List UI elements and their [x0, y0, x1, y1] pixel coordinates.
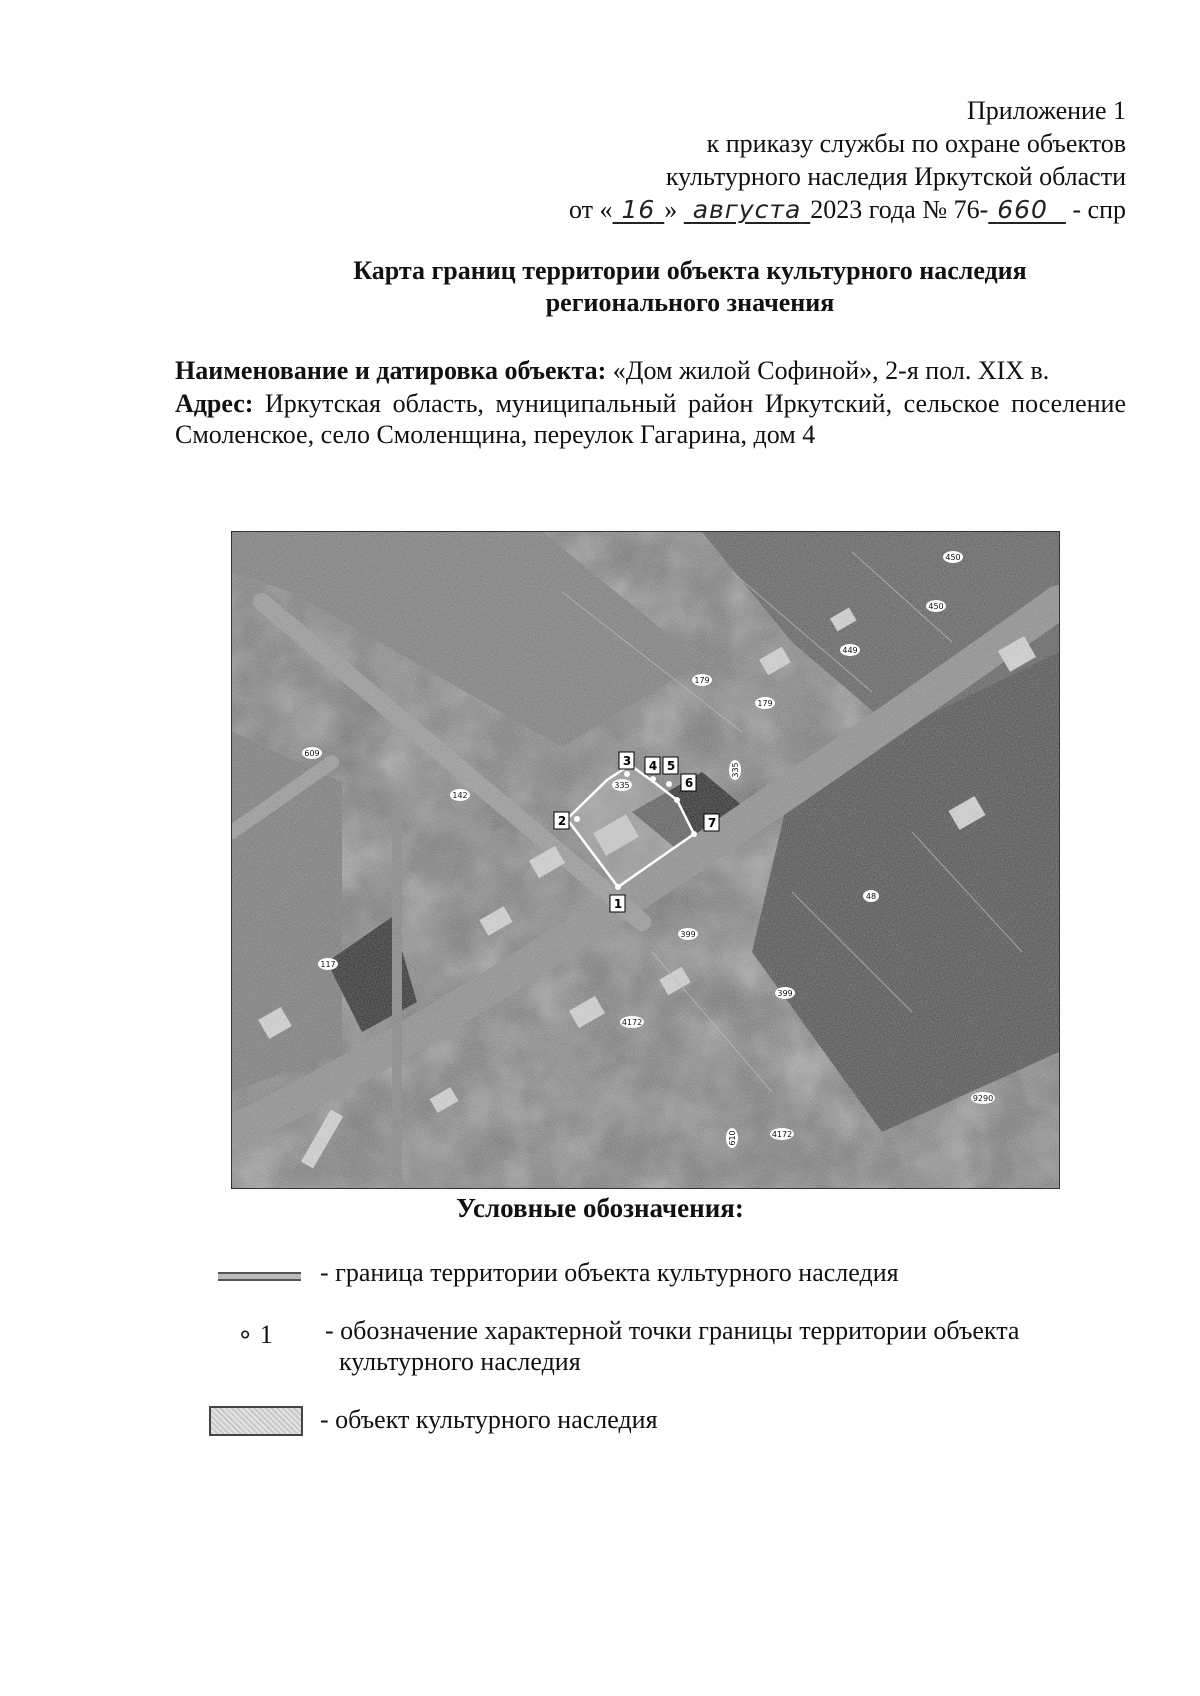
object-name-value: «Дом жилой Софиной», 2-я пол. XIX в.: [612, 356, 1050, 385]
parcel-label: [840, 644, 860, 656]
appendix-number: Приложение 1: [966, 96, 1126, 125]
parcel-label: [770, 1128, 794, 1140]
svg-text:450: 450: [945, 553, 961, 562]
svg-text:117: 117: [320, 960, 336, 969]
svg-text:335: 335: [731, 762, 740, 778]
address-value: Иркутская область, муниципальный район Иркутский, сельское поселение Смоленское, село Смоленщина, переулок Гагарина, дом 4: [175, 389, 1126, 449]
svg-text:4172: 4172: [621, 1018, 643, 1027]
svg-text:399: 399: [680, 930, 696, 939]
parcel-label: [612, 779, 632, 791]
appendix-header: [426, 94, 1126, 226]
svg-text:5: 5: [666, 759, 676, 773]
svg-text:4172: 4172: [771, 1130, 793, 1139]
svg-text:179: 179: [757, 699, 773, 708]
document-title: Карта границ территории объекта культурного наследия регионального значения: [353, 256, 1027, 317]
parcel-label: [318, 958, 338, 970]
legend-title: Условные обозначения:: [456, 1193, 744, 1223]
legend-point-text: - обозначение характерной точки границы территории объекта культурного наследия: [325, 1316, 1020, 1376]
legend-object-swatch: [209, 1406, 303, 1436]
parcel-label: [726, 1128, 738, 1148]
address-label: Адрес:: [175, 389, 254, 418]
parcel-label: [943, 551, 963, 563]
svg-text:7: 7: [707, 816, 717, 830]
svg-text:3: 3: [622, 754, 632, 768]
order-reference-line: к приказу службы по охране объектов: [706, 129, 1126, 158]
svg-text:609: 609: [304, 749, 320, 758]
svg-text:6: 6: [684, 776, 694, 790]
address-paragraph: [175, 388, 1126, 450]
object-name-label: Наименование и датировка объекта:: [175, 356, 607, 385]
svg-text:1: 1: [613, 897, 623, 911]
svg-text:610: 610: [728, 1130, 737, 1146]
authority-line: культурного наследия Иркутской области: [665, 162, 1126, 191]
svg-text:450: 450: [928, 602, 944, 611]
parcel-label: [971, 1092, 995, 1104]
svg-text:2: 2: [557, 814, 567, 828]
parcel-label: [755, 697, 775, 709]
svg-text:142: 142: [452, 791, 468, 800]
parcel-label: [450, 789, 470, 801]
handwritten-order-number: 660: [997, 195, 1048, 224]
legend-boundary-symbol: [218, 1272, 301, 1281]
parcel-label: [729, 760, 741, 780]
svg-text:399: 399: [777, 989, 793, 998]
parcel-label: [678, 928, 698, 940]
svg-text:9290: 9290: [972, 1094, 994, 1103]
aerial-map: [231, 531, 1060, 1189]
parcel-label: [692, 674, 712, 686]
parcel-label: [302, 747, 322, 759]
handwritten-month: августа: [692, 195, 802, 224]
svg-text:449: 449: [842, 646, 858, 655]
svg-text:179: 179: [694, 676, 710, 685]
legend-object-text: - объект культурного наследия: [320, 1405, 658, 1434]
parcel-label: [926, 600, 946, 612]
order-date-line: от « 16 » августа 2023 года № 76- 660 - спр: [569, 195, 1126, 224]
parcel-label: [775, 987, 795, 999]
object-info: [175, 355, 1126, 450]
svg-text:48: 48: [865, 892, 877, 901]
svg-text:4: 4: [648, 759, 658, 773]
parcel-label: [620, 1016, 644, 1028]
object-name-paragraph: [175, 355, 1126, 386]
parcel-label: [863, 890, 879, 902]
legend-point-symbol: ∘ 1: [237, 1320, 273, 1349]
handwritten-day: 16: [621, 195, 656, 224]
legend-boundary-text: - граница территории объекта культурного наследия: [320, 1258, 899, 1287]
svg-text:335: 335: [614, 781, 630, 790]
